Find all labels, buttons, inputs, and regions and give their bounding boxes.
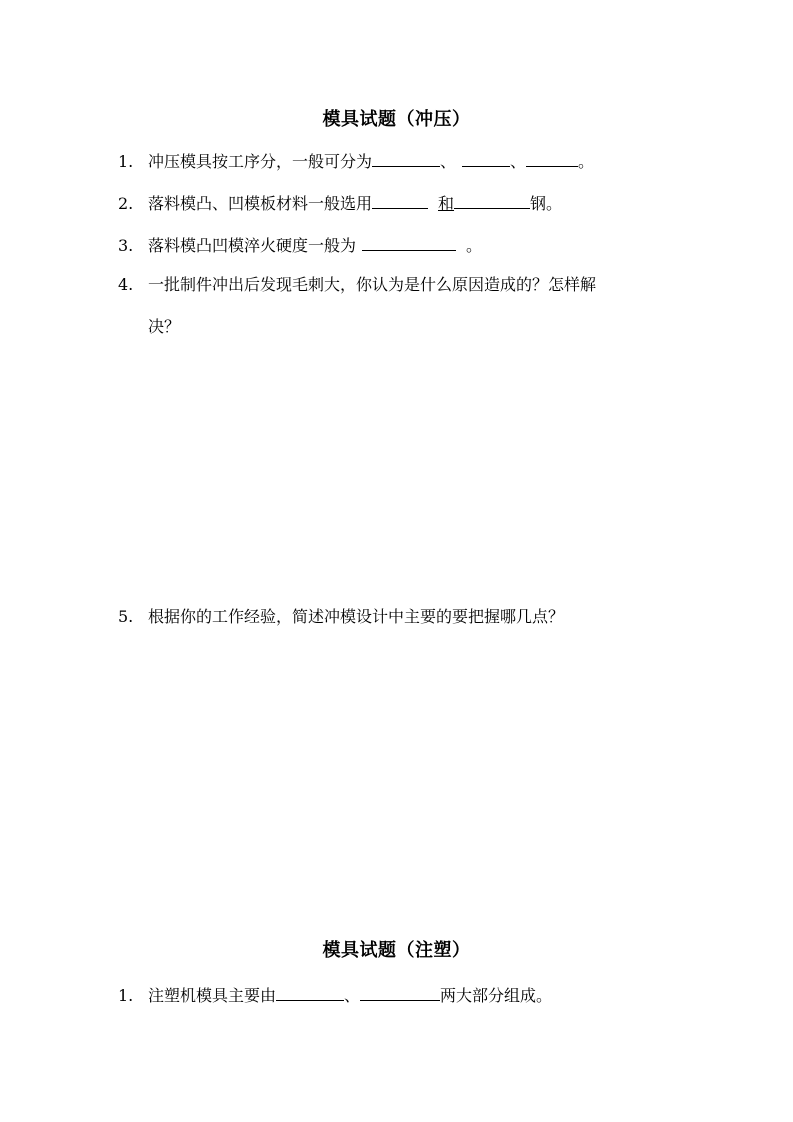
question-number: 2. [118,194,134,213]
question-2-stamping [118,190,562,215]
question-4-continuation: 决？ [148,317,181,336]
question-4-stamping [118,274,596,296]
question-text: 冲压模具按工序分，一般可分为 [148,152,373,171]
question-end: 钢。 [530,194,563,213]
answer-blank-1[interactable] [372,148,440,167]
question-text: 根据你的工作经验，简述冲模设计中主要的要把握哪几点？ [148,607,565,626]
question-number: 1. [118,986,134,1005]
separator: 、 [440,152,457,171]
answer-blank-2[interactable] [360,982,440,1001]
separator: 、 [344,986,361,1005]
conjunction-and: 和 [438,194,455,213]
question-number: 3. [118,236,134,255]
question-end: 。 [466,236,483,255]
question-text: 落料模凸凹模淬火硬度一般为 [148,236,357,255]
question-number: 4. [118,275,134,294]
section-title-injection: 模具试题（注塑） [322,940,471,961]
answer-blank-2[interactable] [462,148,510,167]
question-text: 落料模凸、凹模板材料一般选用 [148,194,373,213]
answer-area-question-5[interactable] [148,640,688,920]
question-1-stamping [118,148,594,173]
question-1-injection [118,982,552,1007]
answer-blank-1[interactable] [276,982,344,1001]
question-3-stamping [118,232,482,257]
answer-blank-1[interactable] [372,190,428,209]
answer-area-question-4[interactable] [148,350,688,590]
question-end: 两大部分组成。 [440,986,553,1005]
question-end: 。 [578,152,595,171]
section-title-stamping: 模具试题（冲压） [322,109,471,130]
question-number: 5. [118,607,134,626]
question-text: 注塑机模具主要由 [148,986,277,1005]
answer-blank-1[interactable] [362,232,456,251]
answer-blank-3[interactable] [526,148,578,167]
question-number: 1. [118,152,134,171]
question-text: 一批制件冲出后发现毛刺大，你认为是什么原因造成的？怎样解 [148,275,597,294]
question-5-stamping [118,606,564,628]
separator: 、 [510,152,527,171]
answer-blank-2[interactable] [454,190,530,209]
